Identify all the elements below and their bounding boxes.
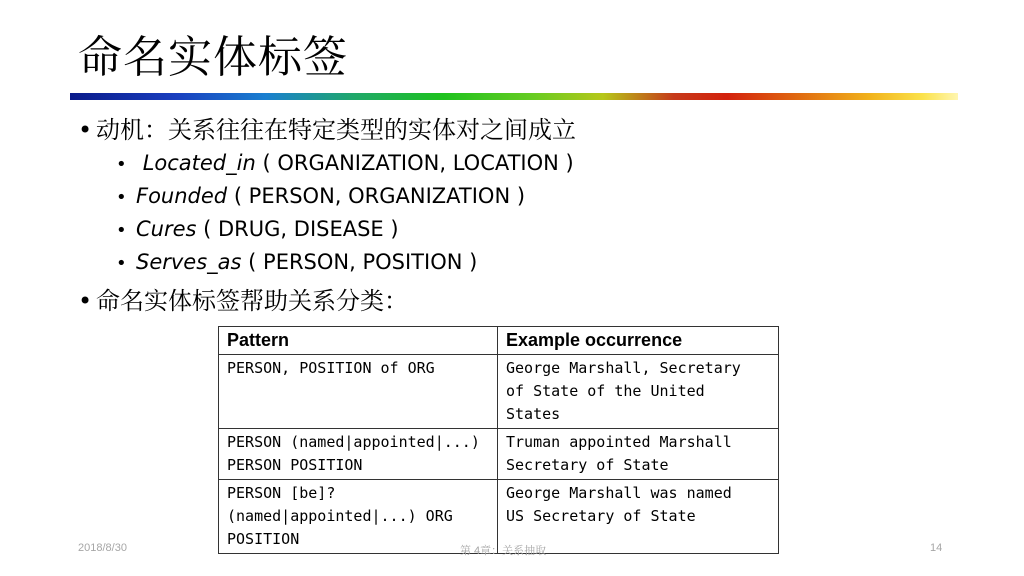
- footer-date: 2018/8/30: [78, 542, 127, 554]
- bullet-ner-help: [78, 284, 408, 318]
- relation-args: ( PERSON, ORGANIZATION ): [227, 184, 526, 208]
- relation-args: ( DRUG, DISEASE ): [196, 217, 399, 241]
- cell-line: PERSON (named|appointed|...): [227, 433, 480, 451]
- bullet-dot: •: [78, 116, 93, 144]
- pattern-cell: [219, 355, 498, 429]
- bullet-motivation: [78, 113, 576, 147]
- bullet-text: 命名实体标签帮助关系分类：: [96, 287, 408, 315]
- pattern-cell: [219, 480, 498, 554]
- cell-line: PERSON [be]?: [227, 484, 336, 502]
- pattern-cell: [219, 429, 498, 480]
- example-cell: [498, 355, 779, 429]
- bullet-dot: •: [116, 187, 127, 208]
- bullet-text: 动机：关系往往在特定类型的实体对之间成立: [96, 116, 576, 144]
- relation-args: ( PERSON, POSITION ): [241, 250, 478, 274]
- cell-line: George Marshall was named: [506, 484, 732, 502]
- relation-item: [116, 247, 477, 279]
- cell-line: Truman appointed Marshall: [506, 433, 732, 451]
- bullet-dot: •: [78, 287, 93, 315]
- table-header-row: [219, 327, 779, 355]
- cell-line: George Marshall, Secretary: [506, 359, 741, 377]
- relation-name: Located_in: [142, 151, 256, 175]
- relation-item: [116, 181, 525, 213]
- bullet-dot: •: [116, 220, 127, 241]
- relation-item: [116, 214, 399, 246]
- slide-title: 命名实体标签: [78, 32, 348, 83]
- cell-line: of State of the United: [506, 382, 705, 400]
- pattern-table: [218, 326, 779, 554]
- example-cell: [498, 429, 779, 480]
- cell-line: Secretary of State: [506, 456, 669, 474]
- cell-line: PERSON, POSITION of ORG: [227, 359, 435, 377]
- bullet-dot: •: [116, 253, 127, 274]
- bullet-dot: •: [116, 154, 127, 175]
- relation-item: [116, 148, 574, 180]
- footer-page-number: 14: [930, 542, 943, 554]
- footer-chapter: 第 4章：关系抽取: [460, 545, 547, 557]
- table-row: [219, 355, 779, 429]
- relation-name: Cures: [136, 217, 197, 241]
- header-example: Example occurrence: [498, 327, 779, 355]
- title-divider: [70, 93, 958, 100]
- relation-args: ( ORGANIZATION, LOCATION ): [255, 151, 574, 175]
- cell-line: (named|appointed|...) ORG: [227, 507, 453, 525]
- cell-line: POSITION: [227, 530, 300, 548]
- cell-line: US Secretary of State: [506, 507, 696, 525]
- table-row: [219, 429, 779, 480]
- cell-line: States: [506, 405, 561, 423]
- cell-line: PERSON POSITION: [227, 456, 363, 474]
- relation-name: Founded: [136, 184, 228, 208]
- header-pattern: Pattern: [219, 327, 498, 355]
- relation-name: Serves_as: [136, 250, 242, 274]
